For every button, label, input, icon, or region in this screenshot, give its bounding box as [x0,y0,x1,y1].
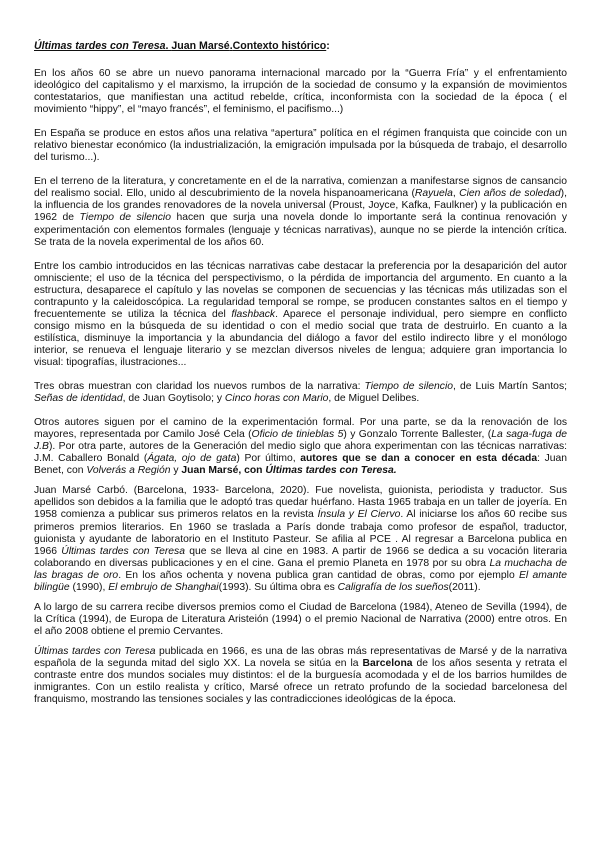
paragraph-other-authors: Otros autores siguen por el camino de la experimentación formal. Por una parte, se da la renovación de los mayores, representada por Camilo José Cela (Oficio de tinieblas 5) y Gonzalo Torrente Ballester, (La saga-fuga de J.B). Por otra parte, autores de la Generación del medio siglo que ahora experimentan con las técnicas narrativas: J.M. Caballero Bonald (Ágata, ojo de gata) Por último, autores que se dan a conocer en esta década: Juan Benet, con Volverás a Región y Juan Marsé, con Últimas tardes con Teresa. [34,417,567,477]
paragraph-biography: Juan Marsé Carbó. (Barcelona, 1933- Barcelona, 2020). Fue novelista, guionista, periodista y traductor. Sus apellidos son debidos a la familia que le adoptó tras quedar huérfano. Hasta 1965 trabaja en un taller de joyería. En 1958 comienza a publicar sus primeros relatos en la revista Ínsula y El Ciervo. Al iniciarse los años 60 recibe sus primeros premios literarios. En 1960 se traslada a París donde trabaja como profesor de español, traductor, guionista y ayudante de laboratorio en el Instituto Pasteur. Se afilia al PCE . Al regresar a Barcelona publica en 1966 Últimas tardes con Teresa que se lleva al cine en 1983. A partir de 1966 se dedica a su vocación literaria colaborando en diversas publicaciones y en el cine. Gana el premio Planeta en 1978 por su obra La muchacha de las bragas de oro. En los años ochenta y novena publica gran cantidad de obras, como por ejemplo El amante bilingüe (1990), El embrujo de Shanghai(1993). Su última obra es Caligrafía de los sueños(2011). [34,485,568,593]
paragraph-key-works: Tres obras muestran con claridad los nuevos rumbos de la narrativa: Tiempo de silencio, de Luis Martín Santos; Señas de identidad, de Juan Goytisolo; y Cinco horas con Mario, de Miguel Delibes. [34,381,567,405]
paragraph-context-international: En los años 60 se abre un nuevo panorama internacional marcado por la “Guerra Fría” y el enfrentamiento ideológico del capitalismo y el marxismo, la irrupción de la sociedad de consumo y la expansión de movimientos contestatarios, que manifiestan una actitud rebelde, crítica, inconformista con la sociedad de la época ( el movimiento “hippy”, el “mayo francés”, el feminismo, el pacifismo...) [34,68,567,116]
document-page [34,40,567,718]
paragraph-awards: A lo largo de su carrera recibe diversos premios como el Ciudad de Barcelona (1984), Ateneo de Sevilla (1994), de la Crítica (1994), de Europa de Literatura Aristeión (1994) o el premio Nacional de Narrativa (2000) entre otros. En el año 2008 obtiene el premio Cervantes. [34,601,567,637]
title-author: Juan Marsé [171,40,230,52]
paragraph-context-spain: En España se produce en estos años una relativa “apertura” política en el régimen franquista que coincide con un relativo bienestar económico (la industrialización, la emigración impulsada por la búsqueda de trabajo, el desarrollo del turismo...). [34,128,567,164]
paragraph-literature: En el terreno de la literatura, y concretamente en el de la narrativa, comienzan a manifestarse signos de cansancio del realismo social. Ello, unido al descubrimiento de la novela hispanoamericana (Rayuela, Cien años de soledad), la influencia de los grandes renovadores de la novela universal (Proust, Joyce, Kafka, Faulkner) y la publicación en 1962 de Tiempo de silencio hacen que surja una novela donde lo importante será la continua renovación y experimentación con elementos formales (lenguaje y técnicas narrativas), aunque no se pierde la intención crítica. Se trata de la novela experimental de los años 60. [34,176,567,248]
title-work: Últimas tardes con Teresa [34,40,166,52]
document-title: Últimas tardes con Teresa. Juan Marsé.Contexto histórico: [34,40,330,52]
paragraph-novel-summary: Últimas tardes con Teresa publicada en 1966, es una de las obras más representativas de Marsé y de la narrativa española de la segunda mitad del siglo XX. La novela se sitúa en la Barcelona de los años sesenta y retrata el contraste entre dos mundos sociales muy distintos: el de la burguesía acomodada y el de los barrios humildes de inmigrantes. Con un estilo realista y crítico, Marsé ofrece un retrato profundo de la sociedad barcelonesa del franquismo, mostrando las tensiones sociales y las contradicciones ideológicas de la época. [34,645,567,706]
paragraph-narrative-techniques: Entre los cambio introducidos en las técnicas narrativas cabe destacar la preferencia por la desaparición del autor omnisciente; el uso de la técnica del perspectivismo, o la pérdida de importancia del argumento. En cuanto a la estructura, desaparece el capítulo y las novelas se componen de secuencias y las técnicas más utilizadas son el contrapunto y la caleidoscópica. La regularidad temporal se rompe, se producen constantes saltos en el tiempo y frecuentemente se utiliza la técnica del flashback. Aparece el personaje individual, pero siempre en conflicto consigo mismo en la búsqueda de su identidad o con el medio social que trata de destruirlo. En cuanto a la estilística, disminuye la importancia y la abundancia del diálogo a favor del estilo indirecto libre y el monólogo interior, se renueva el lenguaje literario y se mezclan diversos niveles de lengua; adquiere gran importancia lo visual: tipografías, ilustraciones... [34,260,567,368]
title-section: Contexto histórico [232,40,327,52]
